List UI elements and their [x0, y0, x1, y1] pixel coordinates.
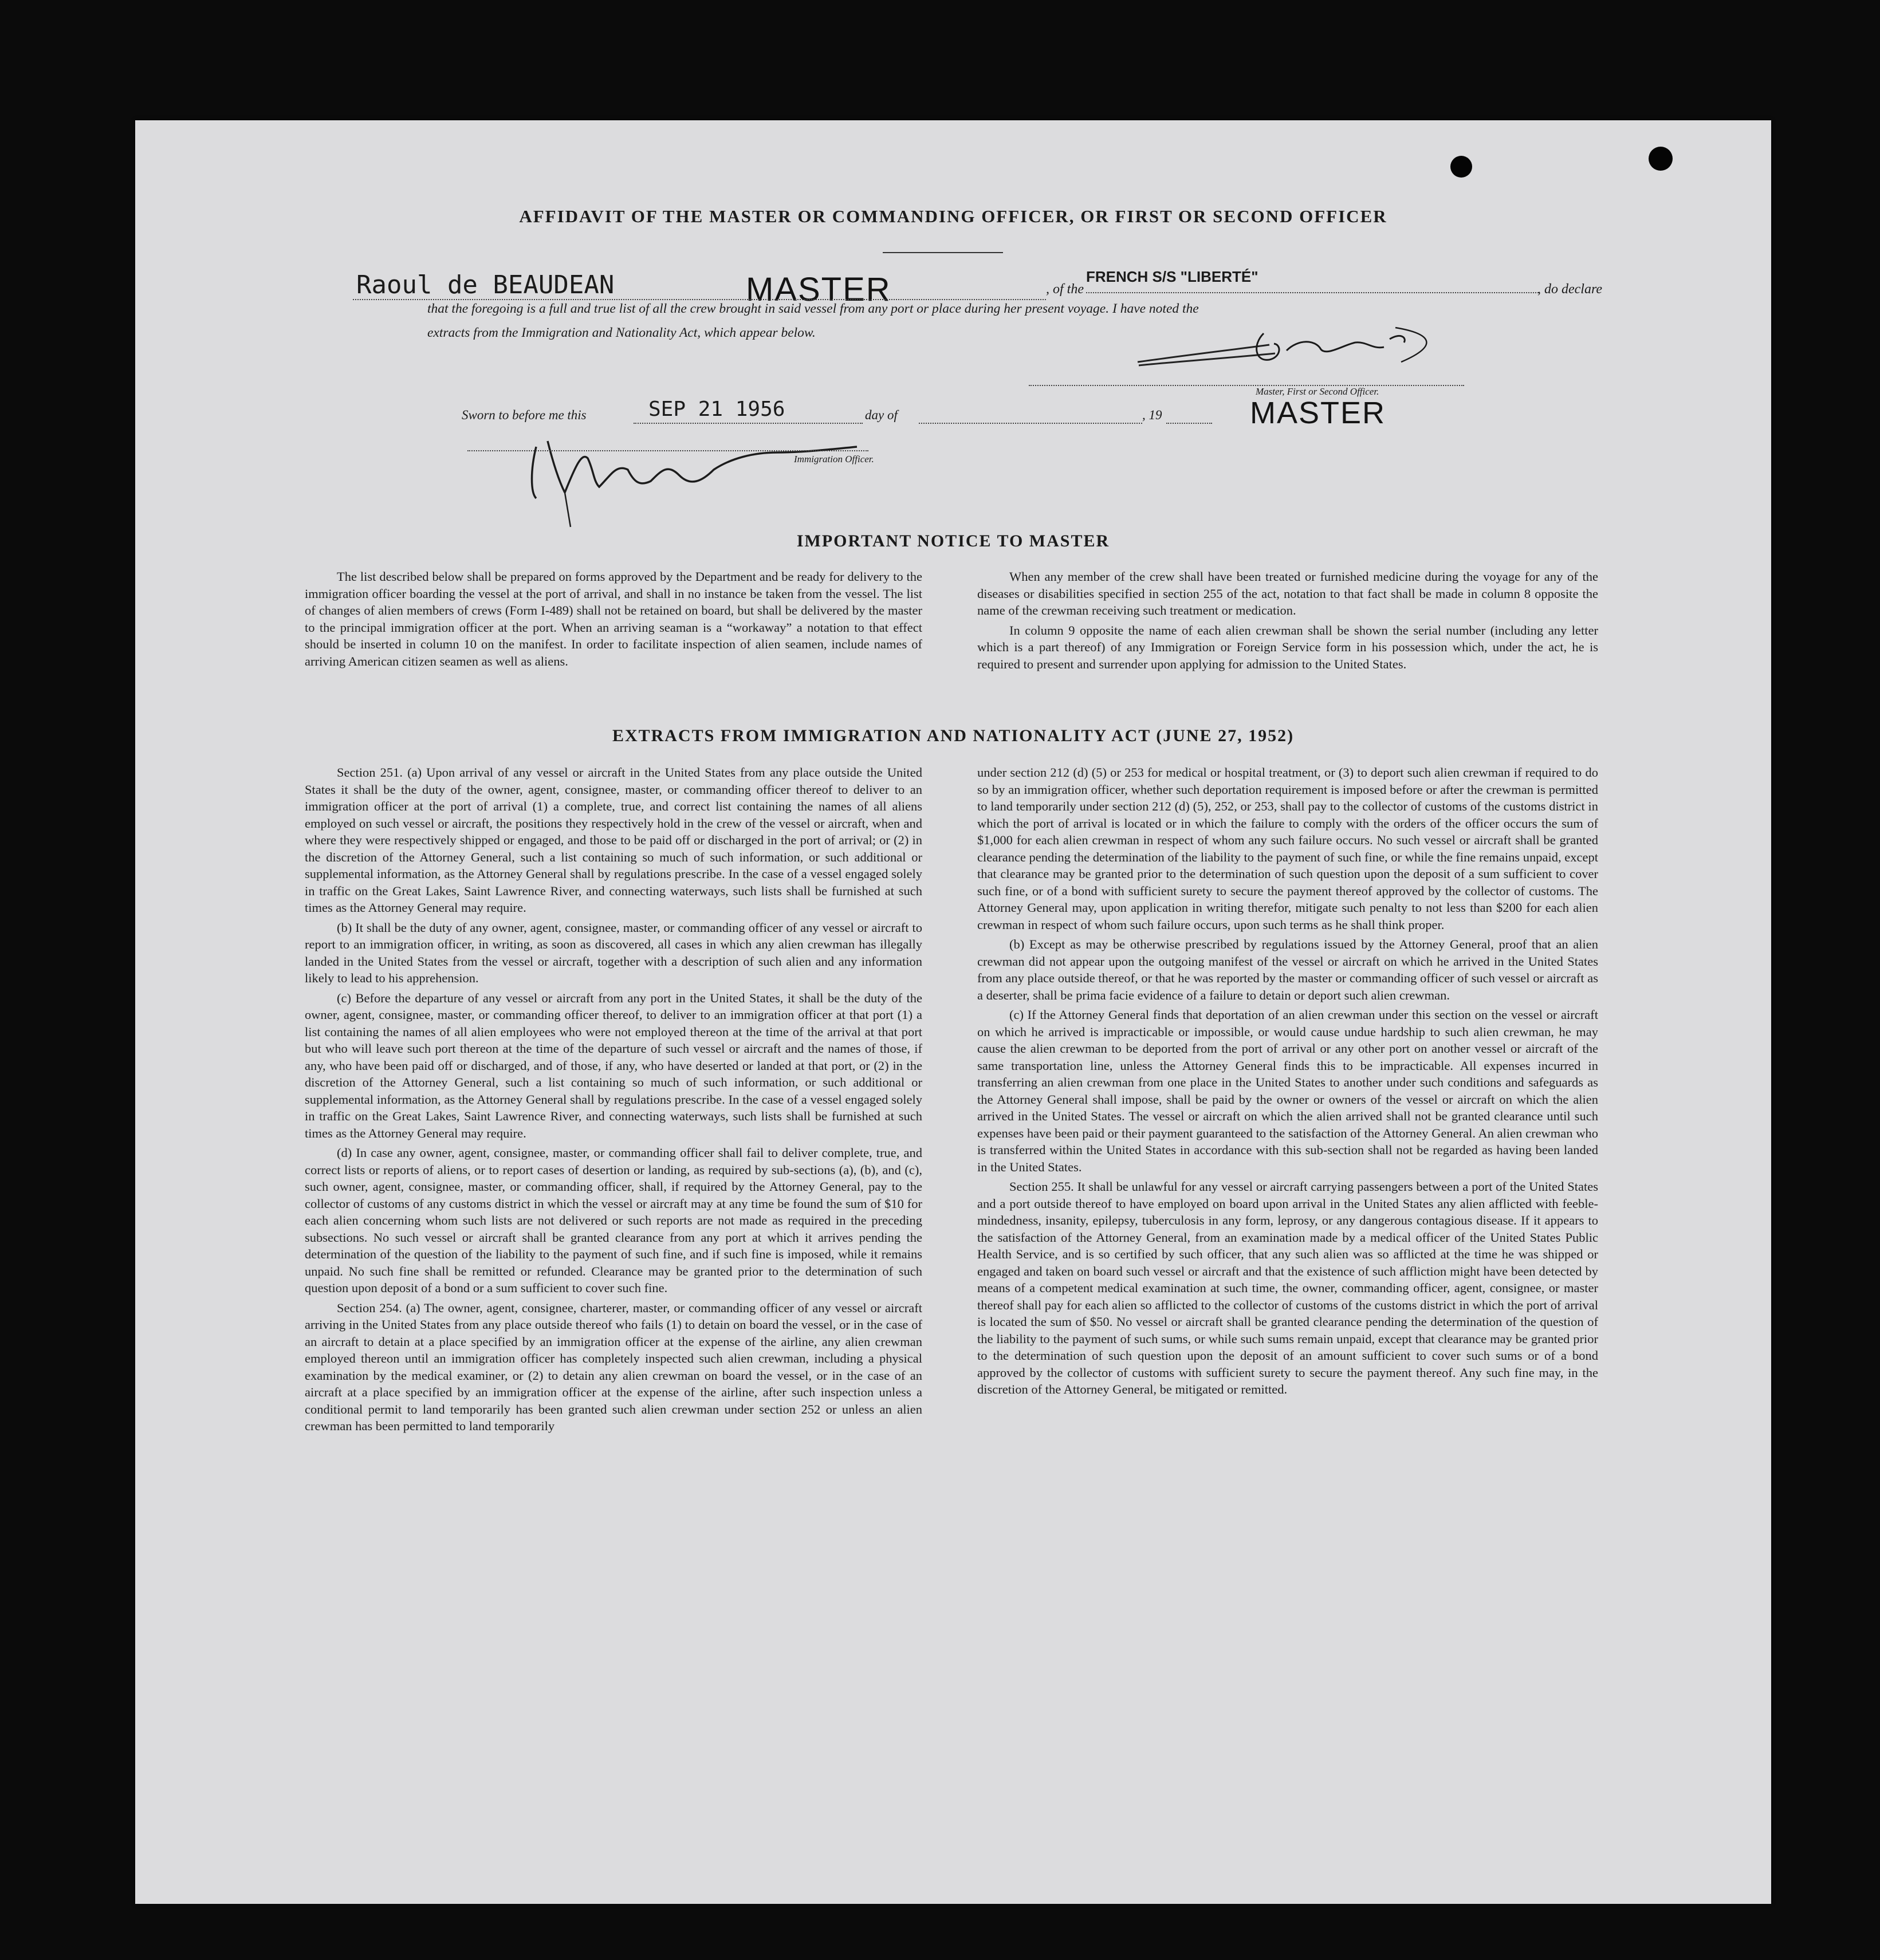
notice-right-paragraph-2: In column 9 opposite the name of each alien crewman shall be shown the serial number (including any letter which is a part thereof) of any Immigration or Foreign Service form in his possession which, under the act, he is required to present and surrender upon applying for admission to the United States. [977, 623, 1598, 671]
extract-section-251c: (c) Before the departure of any vessel or aircraft from any port in the United States, it shall be the duty of the owner, agent, consignee, master, or commanding officer thereof, to deliver to an immigration officer at that port (1) a list containing the names of all alien employees who were not employed thereon at the time of the arrival at that port but who will leave such port thereon at the time of the departure of such vessel or aircraft and the names of those, if any, who have been paid off or discharged, and of those, if any, who have deserted or landed at that port, or (2) in the discretion of the Attorney General, such a list containing so much of such information, or such additional or supplemental information, as the Attorney General shall by regulations prescribe. In the case of a vessel engaged solely in traffic on the Great Lakes, Saint Lawrence River, and connecting waterways, such lists shall be furnished at such times as the Attorney General may require. [305, 990, 922, 1140]
sworn-date-stamp: SEP 21 1956 [648, 397, 785, 421]
sworn-label: Sworn to before me this [462, 408, 587, 422]
vessel-dotted-line [1086, 292, 1539, 293]
master-caption: Master, First or Second Officer. [1256, 386, 1379, 397]
of-the-label: , of the [1046, 282, 1084, 297]
year-label: , 19 [1142, 408, 1162, 422]
extracts-title: EXTRACTS FROM IMMIGRATION AND NATIONALITY ACT (JUNE 27, 1952) [612, 726, 1295, 745]
day-of-label: day of [865, 408, 898, 422]
notice-left-paragraph: The list described below shall be prepared on forms approved by the Department and be ready for delivery to the immigration officer boarding the vessel at the port of arrival, and shall in no instance be taken from the vessel. The list of changes of alien members of crews (Form I-489) shall not be retained on board, but shall be delivered by the master to the principal immigration officer at the port. When an arriving seaman is a “workaway” a notation to that effect should be inserted in column 10 on the manifest. In order to facilitate inspection of alien seamen, include names of arriving American citizen seamen as well as aliens. [305, 569, 922, 668]
year-dotted-line [1166, 423, 1212, 424]
rank-stamp: MASTER [746, 271, 891, 308]
name-dotted-line [353, 299, 1046, 300]
extract-section-254b: (b) Except as may be otherwise prescribed by regulations issued by the Attorney General, proof that an alien crewman did not appear upon the outgoing manifest of the vessel or aircraft on which he arrived in the United States from any place outside thereof, or that he was reported by the master or commanding officer of such vessel or aircraft as a deserter, shall be prima facie evidence of a failure to detain or deport such alien crewman. [977, 937, 1598, 1002]
master-signature [1132, 322, 1453, 385]
notice-left-column [305, 568, 922, 672]
extract-section-254c: (c) If the Attorney General finds that deportation of an alien crewman under this section on the vessel or aircraft on which he arrived is impracticable or impossible, or would cause undue hardship to such alien crewman, he may cause the alien crewman to be deported from the port of arrival or any other port on another vessel or aircraft of the same transportation line, unless the Attorney General finds this to be impracticable. All expenses incurred in transferring an alien crewman from one place in the United States to another under such conditions and safeguards as the Attorney General shall impose, shall be paid by the owner or owners of the vessel or aircraft on which the alien arrived in the United States. The vessel or aircraft on which the alien arrived shall not be granted clearance until such expenses have been paid or their payment guaranteed to the satisfaction of the Attorney General. An alien crewman who is transferred within the United States in accordance with this sub-section shall not be regarded as having been landed in the United States. [977, 1007, 1598, 1174]
title-rule [883, 252, 1003, 253]
extract-section-255: Section 255. It shall be unlawful for any vessel or aircraft carrying passengers between a port of the United States and a port outside thereof to have employed on board upon arrival in the United States any alien afflicted with feeble-mindedness, insanity, epilepsy, tuberculosis in any form, leprosy, or any dangerous contagious disease. If it appears to the satisfaction of the Attorney General, from an examination made by a medical officer of the United States Public Health Service, and is so certified by such officer, that any such alien was so afflicted at the time he was shipped or engaged and taken on board such vessel or aircraft and that the existence of such affliction might have been detected by means of a competent medical examination at such time, the owner, commanding officer, agent, consignee, or master thereof shall pay for each alien so afflicted to the collector of customs of the customs district in which the port of arrival is located the sum of $50. No vessel or aircraft shall be granted clearance pending the determination of the question of the liability to the payment of such sums, or while such sums remain unpaid, except that clearance may be granted prior to the determination of such question upon the deposit of an amount sufficient to cover such sums or of a bond approved by the collector of customs with sufficient surety to secure the payment thereof. Any such fine may, in the discretion of the Attorney General, be mitigated or remitted. [977, 1179, 1598, 1396]
officer-caption: Immigration Officer. [794, 454, 874, 465]
extracts-right-column [977, 764, 1598, 1401]
notice-right-column [977, 568, 1598, 675]
declaration-line-2: extracts from the Immigration and Nationality Act, which appear below. [427, 325, 816, 340]
document-page [135, 120, 1771, 1904]
binder-hole-right [1649, 147, 1673, 171]
extract-section-251a: Section 251. (a) Upon arrival of any vessel or aircraft in the United States from any place outside the United States it shall be the duty of the owner, agent, consignee, master, or commanding officer thereof to deliver to an immigration officer at the port of arrival (1) a complete, true, and correct list containing the names of all aliens employed on such vessel or aircraft, the positions they respectively hold in the crew of the vessel or aircraft, when and where they were respectively shipped or engaged, and those to be paid off or discharged in the port of arrival; or (2) in the discretion of the Attorney General, such a list containing so much of such information, or such additional or supplemental information, as the Attorney General shall by regulations prescribe. In the case of a vessel engaged solely in traffic on the Great Lakes, Saint Lawrence River, and connecting waterways, such lists shall be furnished at such times as the Attorney General may require. [305, 765, 922, 915]
master-name: Raoul de BEAUDEAN [356, 270, 615, 300]
notice-title: IMPORTANT NOTICE TO MASTER [796, 532, 1110, 550]
extract-section-251b: (b) It shall be the duty of any owner, agent, consignee, master, or commanding officer of any vessel or aircraft to report to an immigration officer, in writing, as soon as discovered, all cases in which any alien crewman has illegally landed in the United States from the vessel or aircraft, together with a description of such alien and any information likely to lead to his apprehension. [305, 920, 922, 985]
officer-signature-line [467, 450, 868, 451]
vessel-name: FRENCH S/S "LIBERTÉ" [1086, 268, 1258, 285]
extract-section-254a-cont: under section 212 (d) (5) or 253 for medical or hospital treatment, or (3) to deport such alien crewman if required to do so by an immigration officer, whether such deportation requirement is imposed before or after the crewman is permitted to land temporarily under section 212 (d) (5), 252, or 253, shall pay to the collector of customs of the customs district in which the port of arrival is located or in which the failure to comply with the orders of the officer occurs the sum of $1,000 for each alien crewman in respect of whom any such failure occurs. No such vessel or aircraft shall be granted clearance pending the determination of the liability to the payment of such fine, or while the fine remains unpaid, except that clearance may be granted prior to the determination of such question upon the deposit of a sum sufficient to cover such fine, or of a bond with sufficient surety to secure the payment thereof approved by the collector of customs. The Attorney General may, upon application in writing therefor, mitigate such penalty to not less than $200 for each alien crewman in respect of whom such failure occurs, upon such terms as he shall think proper. [977, 765, 1598, 932]
affidavit-title: AFFIDAVIT OF THE MASTER OR COMMANDING OFFICER, OR FIRST OR SECOND OFFICER [519, 206, 1387, 226]
extracts-left-column [305, 764, 922, 1438]
do-declare-label: , do declare [1537, 282, 1603, 297]
binder-hole-left [1450, 156, 1472, 178]
declaration-line-1: that the foregoing is a full and true list of all the crew brought in said vessel from any port or place during her present voyage. I have noted the [427, 301, 1199, 316]
notice-right-paragraph-1: When any member of the crew shall have been treated or furnished medicine during the voyage for any of the diseases or disabilities specified in section 255 of the act, notation to that fact shall be made in column 8 opposite the name of the crewman receiving such treatment or medication. [977, 569, 1598, 617]
extract-section-251d: (d) In case any owner, agent, consignee, master, or commanding officer shall fail to deliver complete, true, and correct lists or reports of aliens, or to report cases of desertion or landing, as required by sub-sections (a), (b), and (c), such owner, agent, consignee, master, or commanding officer, shall, if required by the Attorney General, pay to the collector of customs of any customs district in which the vessel or aircraft may at any time be found the sum of $10 for each alien concerning whom such lists are not delivered or such reports are not made as required in the preceding subsections. No such vessel or aircraft shall be granted clearance from any port at which it arrives pending the determination of the question of the liability to the payment of such fine, and if such fine is imposed, while it remains unpaid. No such fine shall be remitted or refunded. Clearance may be granted prior to the determination of such question upon deposit of a bond or a sum sufficient to cover such fine. [305, 1146, 922, 1295]
master-signature-line [1029, 385, 1464, 386]
month-dotted-line [919, 423, 1142, 424]
immigration-officer-signature [513, 407, 868, 533]
extract-section-254a: Section 254. (a) The owner, agent, consignee, charterer, master, or commanding officer of any vessel or aircraft arriving in the United States from any place outside thereof who fails (1) to detain on board the vessel, or in the case of an aircraft to detain at a place specified by an immigration officer at the expense of the airline, any alien crewman employed thereon until an immigration officer has completely inspected such alien crewman, including a physical examination by the medical examiner, or (2) to detain any alien crewman on board the vessel, or in the case of an aircraft at a place specified by an immigration officer at the expense of the airline, after such inspection unless a conditional permit to land temporarily has been granted such alien crewman under section 252 or unless an alien crewman has been permitted to land temporarily [305, 1300, 922, 1433]
master-stamp: MASTER [1250, 396, 1386, 430]
